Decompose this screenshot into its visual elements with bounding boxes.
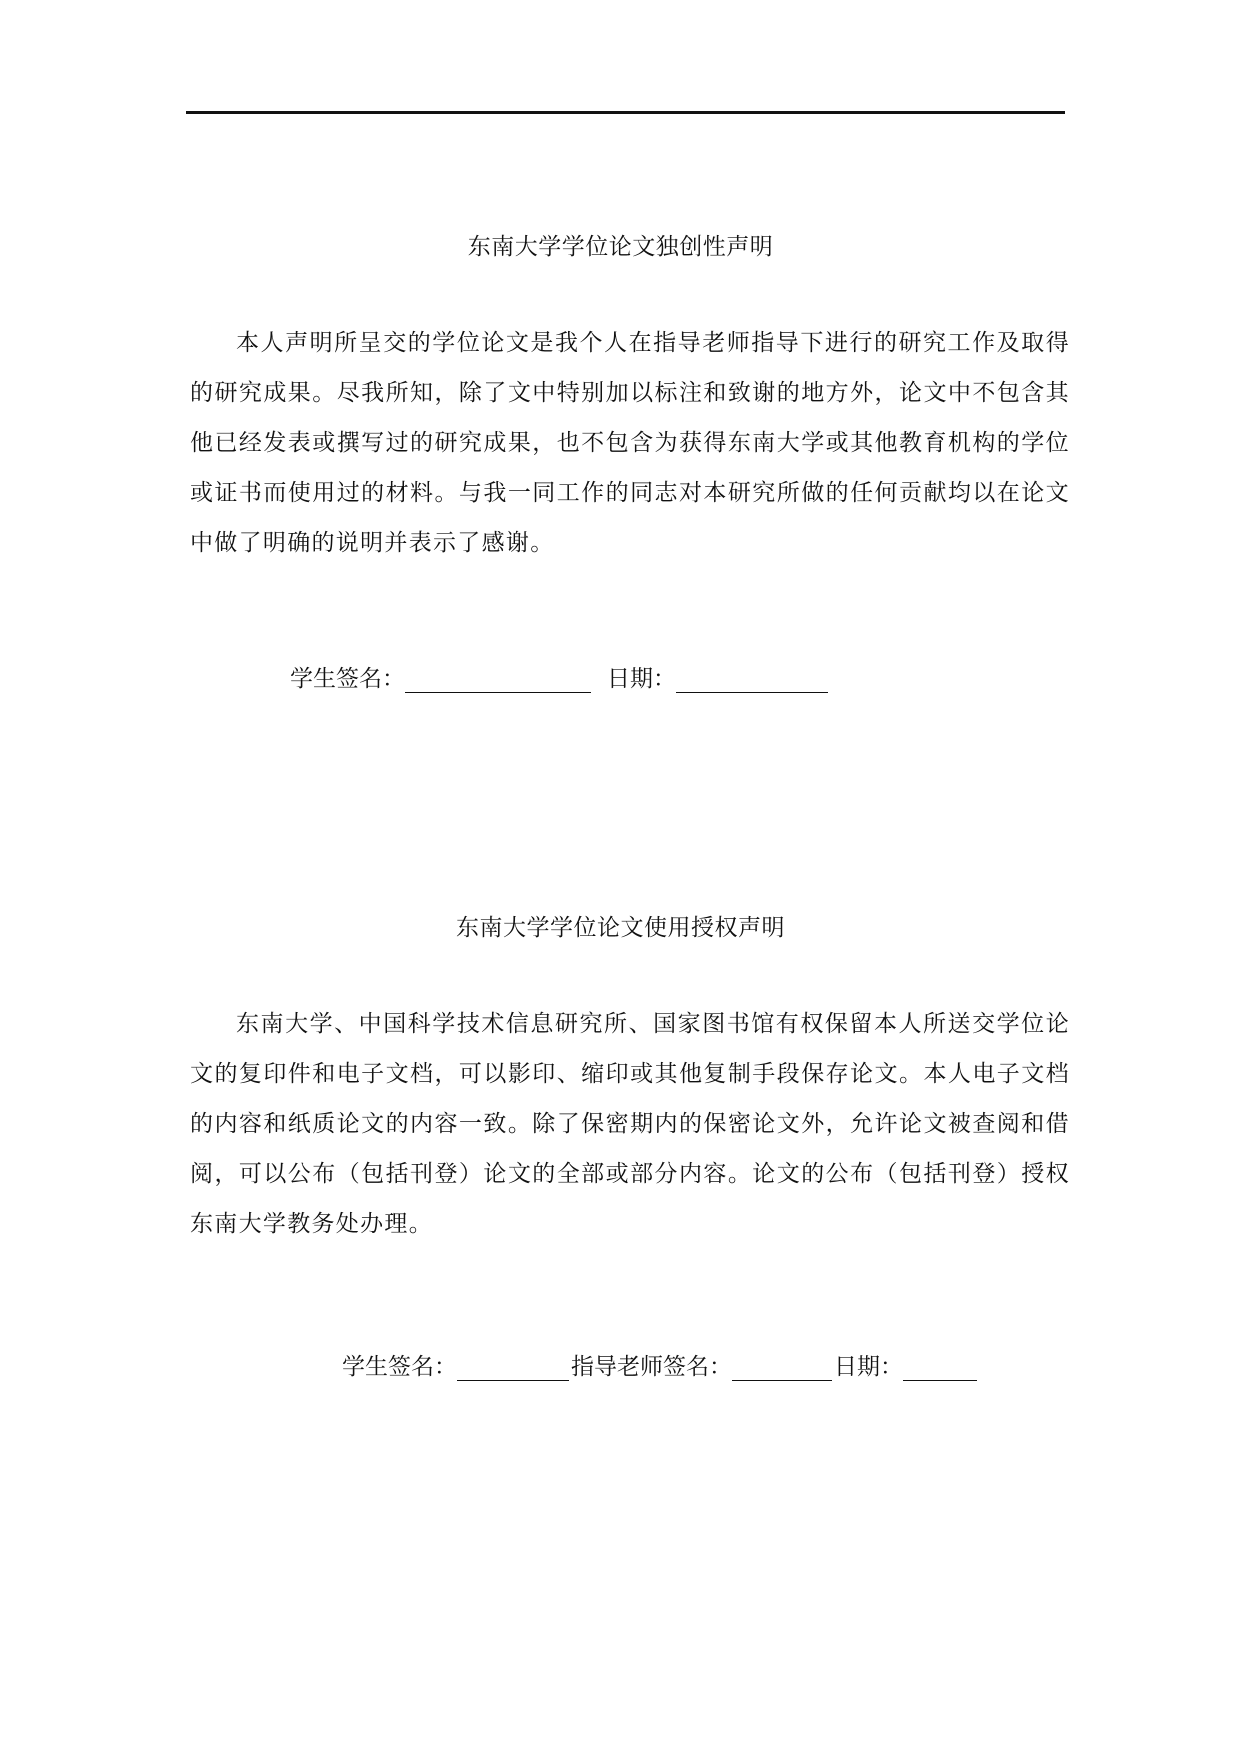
originality-signature-row: [290, 660, 834, 693]
student-signature-field[interactable]: [457, 1356, 569, 1381]
date-label: 日期：: [607, 666, 676, 692]
authorization-declaration-title: 东南大学学位论文使用授权声明: [456, 915, 785, 941]
authorization-declaration-body: 东南大学、中国科学技术信息研究所、国家图书馆有权保留本人所送交学位论文的复印件和电子文档，可以影印、缩印或其他复制手段保存论文。本人电子文档的内容和纸质论文的内容一致。除了保密期内的保密论文外，允许论文被查阅和借阅，可以公布（包括刊登）论文的全部或部分内容。论文的公布（包括刊登）授权东南大学教务处办理。: [190, 1011, 1070, 1237]
advisor-signature-field[interactable]: [732, 1356, 832, 1381]
student-signature-label: 学生签名：: [290, 666, 405, 692]
originality-declaration-title: 东南大学学位论文独创性声明: [467, 234, 774, 260]
authorization-signature-row: [342, 1348, 983, 1381]
student-signature-label: 学生签名：: [342, 1354, 457, 1380]
date-field[interactable]: [676, 668, 828, 693]
originality-declaration-body: 本人声明所呈交的学位论文是我个人在指导老师指导下进行的研究工作及取得的研究成果。尽我所知，除了文中特别加以标注和致谢的地方外，论文中不包含其他已经发表或撰写过的研究成果，也不包含为获得东南大学或其他教育机构的学位或证书而使用过的材料。与我一同工作的同志对本研究所做的任何贡献均以在论文中做了明确的说明并表示了感谢。: [190, 330, 1070, 556]
advisor-signature-label: 指导老师签名：: [571, 1354, 732, 1380]
header-rule: [186, 111, 1065, 114]
date-label: 日期：: [834, 1354, 903, 1380]
date-field[interactable]: [903, 1356, 977, 1381]
student-signature-field[interactable]: [405, 668, 591, 693]
